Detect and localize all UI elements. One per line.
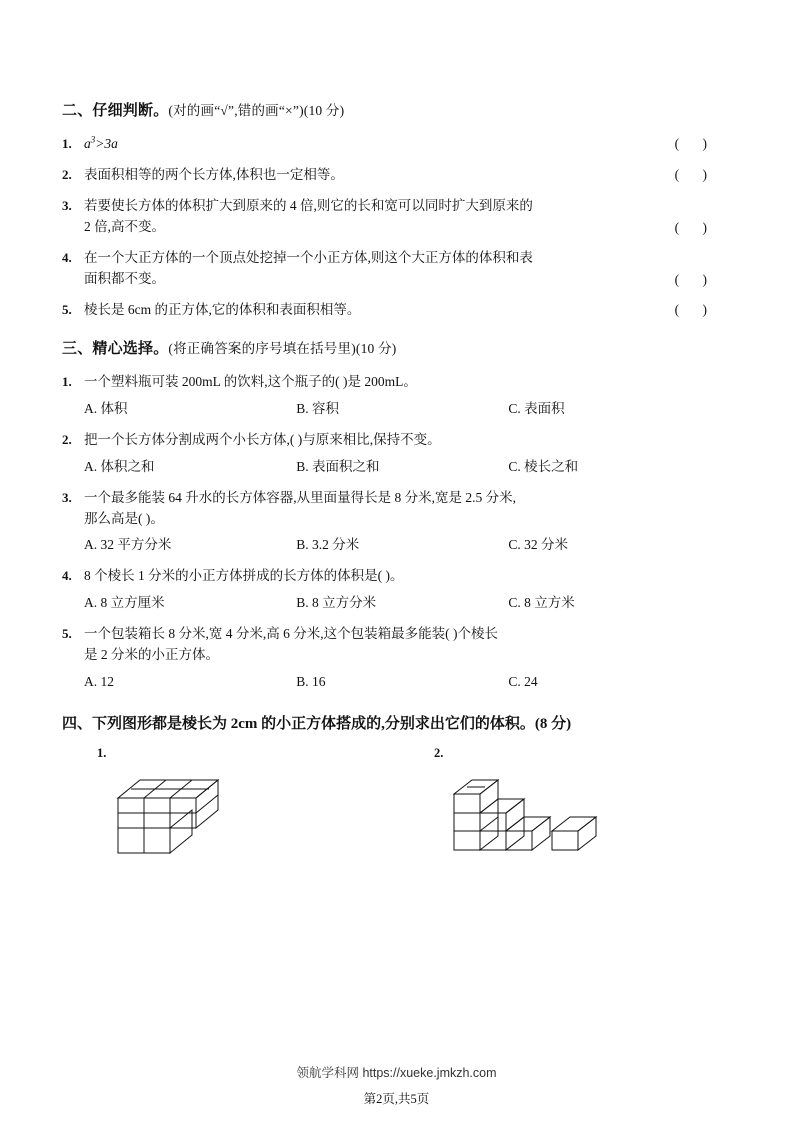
option-a[interactable]: A. 体积 (84, 400, 128, 416)
question-3-4 (62, 566, 727, 614)
option-a[interactable]: A. 8 立方厘米 (84, 595, 165, 611)
options-row (62, 535, 727, 556)
section-heading-3 (62, 338, 727, 361)
section-2-subtitle: (对的画“√”,错的画“×”)(10 分) (168, 103, 345, 118)
question-text: 在一个大正方体的一个顶点处挖掉一个小正方体,则这个大正方体的体积和表 (84, 249, 533, 265)
question-3-2 (62, 430, 727, 478)
options-row (62, 593, 727, 614)
question-text: 若要使长方体的体积扩大到原来的 4 倍,则它的长和宽可以同时扩大到原来的 (84, 197, 533, 213)
answer-bracket[interactable]: ( ) (674, 301, 717, 317)
question-2-4 (62, 248, 727, 290)
option-c[interactable]: C. 24 (508, 674, 538, 690)
question-3-1 (62, 372, 727, 420)
figure-area (62, 742, 727, 892)
options-row (62, 672, 727, 693)
options-row (62, 399, 727, 420)
question-text-line2: 那么高是( )。 (84, 510, 164, 526)
option-b[interactable]: B. 容积 (296, 400, 339, 416)
answer-bracket[interactable]: ( ) (674, 166, 717, 182)
question-text-line2: 2 倍,高不变。 (84, 218, 165, 234)
question-2-2 (62, 165, 727, 186)
question-number: 2. (62, 431, 72, 447)
option-b[interactable]: B. 16 (296, 674, 326, 690)
footer-page-number: 第2页,共5页 (363, 1092, 430, 1106)
question-2-1 (62, 134, 727, 155)
question-number: 5. (62, 301, 72, 317)
question-number: 3. (62, 197, 72, 213)
question-number: 1. (62, 373, 72, 389)
section-heading-2 (62, 100, 727, 123)
question-3-5 (62, 624, 727, 693)
figure-2-label: 2. (434, 745, 444, 760)
question-2-3 (62, 196, 727, 238)
option-b[interactable]: B. 8 立方分米 (296, 595, 377, 611)
question-text-line2: 面积都不变。 (84, 270, 165, 286)
question-text: 一个包装箱长 8 分米,宽 4 分米,高 6 分米,这个包装箱最多能装( )个棱长 (84, 626, 498, 642)
answer-bracket[interactable]: ( ) (674, 271, 717, 287)
question-number: 1. (62, 135, 72, 151)
section-3-subtitle: (将正确答案的序号填在括号里)(10 分) (168, 341, 397, 357)
question-text: 8 个棱长 1 分米的小正方体拼成的长方体的体积是( )。 (84, 568, 404, 584)
question-number: 2. (62, 166, 72, 182)
footer-site-watermark: 领航学科网 https://xueke.jmkzh.com (296, 1066, 497, 1080)
question-text: 表面积相等的两个长方体,体积也一定相等。 (84, 166, 344, 182)
question-text-line2: 是 2 分米的小正方体。 (84, 647, 219, 663)
question-3-3 (62, 488, 727, 557)
question-text: 把一个长方体分割成两个小长方体,( )与原来相比,保持不变。 (84, 431, 441, 447)
figure-1-label: 1. (97, 745, 107, 760)
question-number: 4. (62, 249, 72, 265)
question-text: 棱长是 6cm 的正方体,它的体积和表面积相等。 (84, 301, 361, 317)
option-c[interactable]: C. 32 分米 (508, 537, 569, 553)
option-b[interactable]: B. 表面积之和 (296, 458, 380, 474)
question-text: $a^3>3a$ (84, 134, 118, 151)
figure-2-cube-staircase (440, 756, 615, 871)
option-c[interactable]: C. 8 立方米 (508, 595, 575, 611)
question-text: 一个塑料瓶可装 200mL 的饮料,这个瓶子的( )是 200mL。 (84, 373, 417, 389)
option-a[interactable]: A. 32 平方分米 (84, 537, 172, 553)
figure-1-cube-solid (100, 758, 230, 868)
options-row (62, 457, 727, 478)
answer-bracket[interactable]: ( ) (674, 135, 717, 151)
section-2-title: 二、仔细判断。 (62, 103, 169, 119)
question-number: 3. (62, 489, 72, 505)
option-c[interactable]: C. 表面积 (508, 400, 565, 416)
question-text: 一个最多能装 64 升水的长方体容器,从里面量得长是 8 分米,宽是 2.5 分米, (84, 489, 516, 505)
worksheet-content (62, 100, 727, 892)
option-c[interactable]: C. 棱长之和 (508, 458, 579, 474)
answer-bracket[interactable]: ( ) (674, 219, 717, 235)
option-a[interactable]: A. 体积之和 (84, 458, 155, 474)
question-number: 4. (62, 568, 72, 584)
question-2-5 (62, 300, 727, 321)
section-heading-4: 四、下列图形都是棱长为 2cm 的小正方体搭成的,分别求出它们的体积。(8 分) (62, 716, 572, 733)
option-a[interactable]: A. 12 (84, 674, 114, 690)
question-number: 5. (62, 626, 72, 642)
option-b[interactable]: B. 3.2 分米 (296, 537, 360, 553)
section-3-title: 三、精心选择。 (62, 341, 169, 358)
